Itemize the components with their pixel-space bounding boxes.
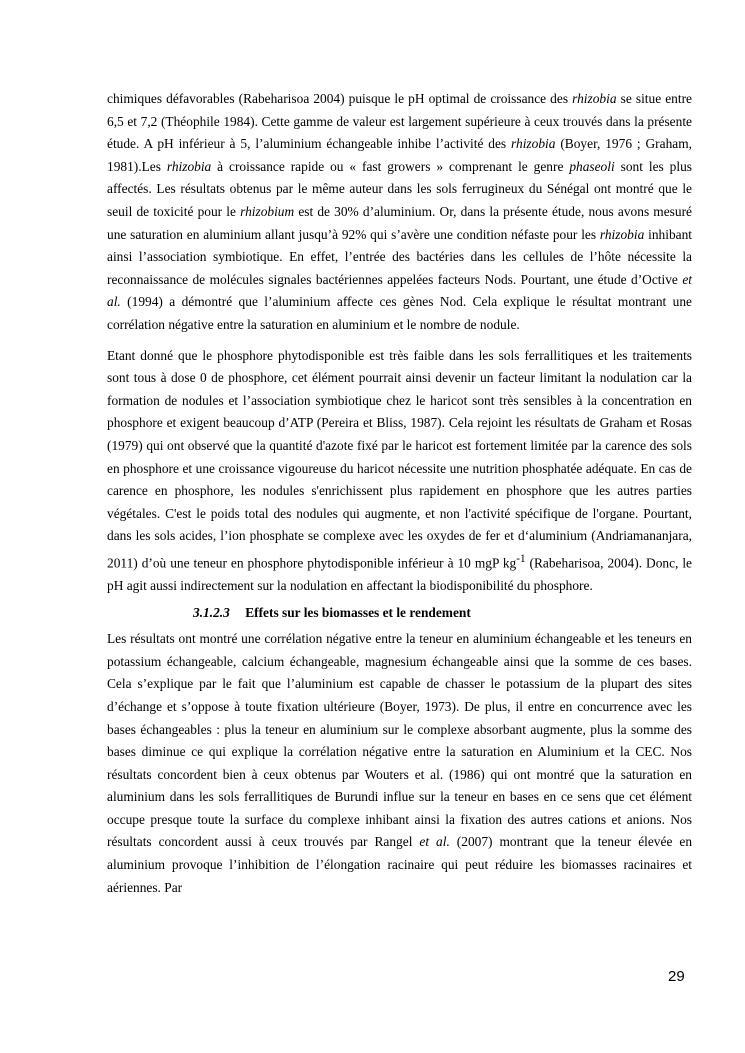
italic-term: et al. (107, 271, 692, 310)
paragraph-1 (107, 88, 692, 337)
text-run: se situe entre 6,5 et 7,2 (Théophile 1984). Cette gamme de valeur est largement supérieure à ceux trouvés dans la présente étude. A pH inférieur à 5, l’aluminium échangeable inhibe l’activité des (107, 91, 692, 152)
italic-term: rhizobia (572, 91, 617, 106)
text-run: à croissance rapide ou « fast growers » comprenant le genre (211, 158, 570, 174)
text-run: (Boyer, 1976 ; Graham, 1981).Les (107, 136, 692, 174)
text-run: (1994) a démontré que l’aluminium affecte ces gènes Nod. Cela explique le résultat montrant une corrélation négative entre la saturation en aluminium et le nombre de nodule. (107, 294, 692, 332)
text-run: Les résultats ont montré une corrélation négative entre la teneur en aluminium échangeable et les teneurs en potassium échangeable, calcium échangeable, magnesium échangeable ainsi que la somme de ces bases. Cela s’explique par le fait que l’aluminium est capable de chasser le potassium de la plupart des sites d’échange et s’oppose à toute fixation ultérieure (Boyer, 1973). De plus, il entre en concurrence avec les bases échangeables : plus la teneur en aluminium sur le complexe absorbant augmente, plus la somme des bases diminue ce qui explique la corrélation négative entre la saturation en Aluminium et la CEC. Nos résultats concordent bien à ceux obtenus par Wouters et al. (1986) qui ont montré que la saturation en aluminium dans les sols ferrallitiques de Burundi influe sur la teneur en bases en ce sens que cet élément occupe presque toute la surface du complexe inhibant ainsi la fixation des autres cations et anions. Nos résultats concordent aussi à ceux trouvés par Rangel (107, 631, 692, 850)
body-text (107, 88, 692, 899)
text-run: inhibant ainsi l’association symbiotique. En effet, l’entrée des bactéries dans les cellules de l’hôte nécessite la reconnaissance de molécules signales bactériennes appelées facteurs Nods. Pourtant, une étude d’Octive (107, 226, 692, 287)
paragraph-3 (107, 628, 692, 899)
section-heading (107, 602, 692, 625)
text-run: est de 30% d’aluminium. Or, dans la présente étude, nous avons mesuré une saturation en aluminium allant jusqu’à 92% qui s’avère une condition néfaste pour les (107, 203, 692, 242)
text-run: chimiques défavorables (Rabeharisoa 2004) puisque le pH optimal de croissance des (107, 91, 573, 106)
italic-term: rhizobium (240, 203, 295, 219)
text-run: (Rabeharisoa, 2004). Donc, le pH agit aussi indirectement sur la nodulation en affectant la biodisponibilité du phosphore. (107, 555, 692, 593)
text-run: Etant donné que le phosphore phytodisponible est très faible dans les sols ferrallitiques et les traitements sont tous à dose 0 de phosphore, cet élément pourrait ainsi devenir un facteur limitant la nodulation car la formation de nodules et l’association symbiotique chez le haricot sont très sensibles à la concentration en phosphore et exigent beaucoup d’ATP (Pereira et Bliss, 1987). Cela rejoint les résultats de Graham et Rosas (1979) qui ont observé que la quantité d'azote fixé par le haricot est fortement limitée par la carence des sols en phosphore et une croissance vigoureuse du haricot nécessite une nutrition phosphatée adéquate. En cas de carence en phosphore, les nodules s'enrichissent plus rapidement en phosphore que les autres parties végétales. C'est le poids total des nodules qui augmente, et non l'activité spécifique de l'organe. Pourtant, dans les sols acides, l’ion phosphate se complexe avec les oxydes de fer et d‘aluminium (Andriamananjara, 2011) d’où une teneur en phosphore phytodisponible inférieur à 10 mgP kg (107, 347, 692, 571)
italic-term: et al. (419, 834, 450, 850)
italic-term: rhizobia (166, 158, 212, 174)
paragraph-2 (107, 345, 692, 598)
section-title: Effets sur les biomasses et le rendement (245, 604, 471, 620)
superscript: -1 (516, 552, 526, 565)
page-number: 29 (668, 968, 685, 985)
italic-term: rhizobia (599, 226, 645, 242)
italic-term: rhizobia (511, 136, 556, 152)
section-number: 3.1.2.3 (193, 604, 230, 620)
italic-term: phaseoli (569, 158, 615, 174)
text-run: sont les plus affectés. Les résultats obtenus par le même auteur dans les sols ferrugineux du Sénégal ont montré que le seuil de toxicité pour le (107, 158, 692, 219)
text-run: (2007) montrant que la teneur élevée en aluminium provoque l’inhibition de l’élongation racinaire qui peut réduire les biomasses racinaires et aériennes. Par (107, 834, 693, 895)
